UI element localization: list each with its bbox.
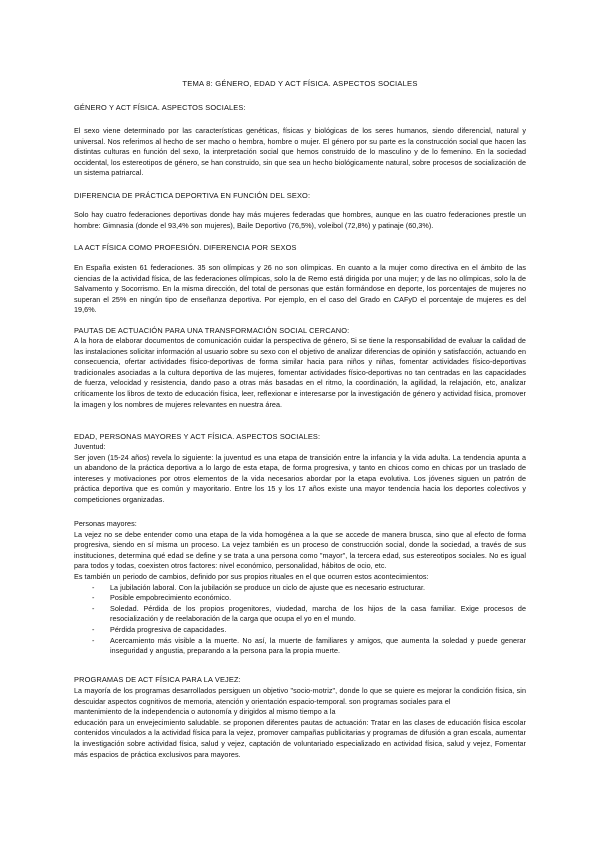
paragraph: A la hora de elaborar documentos de comunicación cuidar la perspectiva de género, Si se tiene la responsabilidad de evaluar la calidad de las instalaciones solicitar información al usuario sobre su sexo con el objetivo de analizar diferencias de opinión y satisfacción, actuando en consecuencia, ofertar actividades físico-deportivas de forma similar hacia para niños y niñas, fomentar actividades físico-deportivas tradicionales asociadas a la cultura deportiva de las mujeres, fomentar actividades físico-deportivas no tan centradas en las capacidades de fuerza, velocidad y resistencia, dando paso a otras más basadas en el ritmo, la coordinación, la agilidad, la relajación, etc, analizar críticamente los libros de texto de educación física, leer, reflexionar e interesarse por la investigación de género y actividad física, promover la imagen y los nombres de mujeres relevantes en nuestra área. bbox=[74, 336, 526, 409]
list-item: - Pérdida progresiva de capacidades. bbox=[74, 625, 526, 636]
list-item: - La jubilación laboral. Con la jubilación se produce un ciclo de ajuste que es necesario estructurar. bbox=[74, 583, 526, 594]
section-heading-age: EDAD, PERSONAS MAYORES Y ACT FÍSICA. ASPECTOS SOCIALES: bbox=[74, 432, 321, 441]
section-text-gender bbox=[74, 126, 526, 179]
document-title: TEMA 8: GÉNERO, EDAD Y ACT FÍSICA. ASPECTOS SOCIALES bbox=[182, 79, 418, 88]
paragraph: mantenimiento de la independencia o autonomía y dirigidos al mismo tiempo a la bbox=[74, 707, 336, 717]
section-heading-guidelines: PAUTAS DE ACTUACIÓN PARA UNA TRANSFORMACIÓN SOCIAL CERCANO: bbox=[74, 326, 350, 335]
changes-list bbox=[74, 583, 526, 657]
subheading-elderly: Personas mayores: bbox=[74, 519, 137, 528]
section-heading-profession: LA ACT FÍSICA COMO PROFESIÓN. DIFERENCIA POR SEXOS bbox=[74, 243, 297, 252]
section-text-elderly bbox=[74, 519, 526, 657]
paragraph: La vejez no se debe entender como una etapa de la vida homogénea a la que se accede de manera brusca, sino que al efecto de forma progresiva, siendo en sí misma un proceso. La vejez también es un proceso de construcción social, donde la sociedad, a través de sus instituciones, determina qué edad se define y se trata a una persona como "mayor", la tercera edad, sus estereotipos sociales. No es igual para todos y todas, coexisten otros factores: nivel económico, personalidad, hábitos de ocio, etc. bbox=[74, 529, 526, 571]
list-item: - Posible empobrecimiento económico. bbox=[74, 593, 526, 604]
subheading-youth: Juventud: bbox=[74, 442, 106, 451]
paragraph: En España existen 61 federaciones. 35 son olímpicas y 26 no son olímpicas. En cuanto a la mujer como directiva en el ámbito de las ciencias de la actividad física, de las federaciones olímpicas, solo la de Remo está dirigida por una mujer; y de las no olímpicas, solo la de Salvamento y Socorrismo. En la misma dirección, del total de personas que están formándose en deporte, los porcentajes de mujeres no superan el 25% en ningún tipo de enseñanza deportiva. Por ejemplo, en el caso del Grado en CAFyD el porcentaje de mujeres es del 19,6%. bbox=[74, 263, 526, 315]
section-heading-gender: GÉNERO Y ACT FÍSICA. ASPECTOS SOCIALES: bbox=[74, 103, 246, 112]
paragraph: Es también un periodo de cambios, definido por sus propios rituales en el que ocurren estos acontecimientos: bbox=[74, 571, 429, 581]
paragraph: La mayoría de los programas desarrollados persiguen un objetivo "socio-motriz", donde lo que se quiere es mejorar la condición física, sin descuidar aspectos cognitivos de memoria, atención y orientación espacio-temporal. son programas sociales para el bbox=[74, 686, 526, 706]
section-text-sport-difference bbox=[74, 210, 526, 231]
section-text-youth bbox=[74, 442, 526, 506]
section-text-programs bbox=[74, 686, 526, 760]
paragraph: El sexo viene determinado por las características genéticas, físicas y biológicas de los seres humanos, siendo diferencial, natural y universal. Nos referimos al hecho de ser macho o hembra, hombre o mujer. El género por su parte es la construcción social que hacen las distintas culturas en función del sexo, la interpretación social que hemos construido de lo masculino y de lo femenino. En la sociedad occidental, los estereotipos de género, se han construido, sin que sea un hecho biológicamente natural, sobre procesos de socialización de un sistema patriarcal. bbox=[74, 126, 526, 178]
paragraph: Ser joven (15-24 años) revela lo siguiente: la juventud es una etapa de transición entre la infancia y la vida adulta. La tendencia apunta a un abandono de la práctica deportiva a lo largo de esta etapa, de forma progresiva, y tanto en chicos como en chicas por un traslado de intereses y motivaciones por otros elementos de la vida necesarios abordar por la etapa evolutiva. Los jóvenes siguen un patrón de práctica deportiva que es común y mayoritario. Entre los 15 y los 17 años existe una mayor tendencia hacia los deportes colectivos y competiciones organizadas. bbox=[74, 452, 526, 504]
section-heading-sport-difference: DIFERENCIA DE PRÁCTICA DEPORTIVA EN FUNCIÓN DEL SEXO: bbox=[74, 191, 311, 200]
list-item: - Soledad. Pérdida de los propios progenitores, viudedad, marcha de los hijos de la casa familiar. Exige procesos de resocialización y de reelaboración de la carga que ocupa el yo en el mundo. bbox=[74, 604, 526, 625]
section-text-profession bbox=[74, 263, 526, 316]
paragraph: Solo hay cuatro federaciones deportivas donde hay más mujeres federadas que hombres, aunque en las cuatro federaciones prestle un hombre: Gimnasia (donde el 93,4% son mujeres), Baile Deportivo (76,5%), voleibol (72,8%) y patinaje (60,3%). bbox=[74, 210, 526, 230]
paragraph: educación para un envejecimiento saludable. se proponen diferentes pautas de actuación: Tratar en las clases de educación física escolar contenidos vinculados a la actividad física para la vejez, promover campañas publicitarias y programas de difusión a gran escala, aumentar la investigación sobre actividad física, salud y vejez, captación de voluntariado especializado en actividad física, salud y vejez, Fomentar más espacios de práctica exclusivos para mayores. bbox=[74, 717, 526, 759]
section-heading-programs: PROGRAMAS DE ACT FÍSICA PARA LA VEJEZ: bbox=[74, 675, 241, 684]
list-item: - Acercamiento más visible a la muerte. No así, la muerte de familiares y amigos, que aumenta la soledad y puede generar inseguridad y angustia, preparando a la persona para la propia muerte. bbox=[74, 636, 526, 657]
section-text-guidelines bbox=[74, 336, 526, 410]
